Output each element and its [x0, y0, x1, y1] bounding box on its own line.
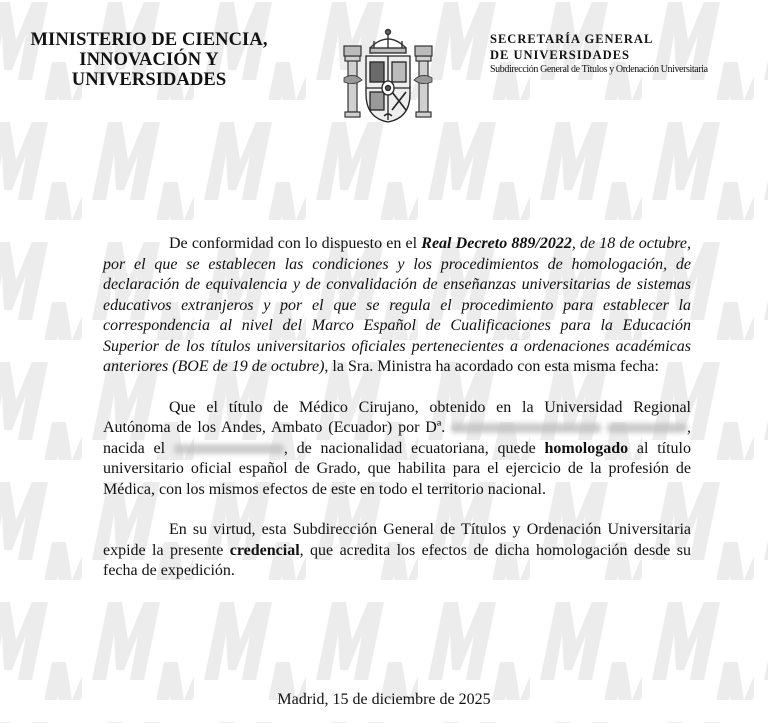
ministry-line-1: MINISTERIO DE CIENCIA,	[30, 30, 268, 50]
p3-text-1: En su virtud, esta Subdirección General de Títulos y Ordenación Universitaria expide la presente	[103, 521, 691, 559]
paragraph-homologation	[103, 398, 691, 501]
p2-text-2: , nacida el	[103, 419, 692, 457]
secretaria-title-line-1: SECRETARÍA GENERAL	[490, 32, 654, 46]
redacted-name-2	[607, 423, 687, 433]
secretaria-title-line-2: DE UNIVERSIDADES	[490, 48, 630, 62]
credential-keyword: credencial	[229, 541, 300, 559]
issue-date: Madrid, 15 de diciembre de 2025	[277, 691, 491, 708]
decree-description: , de 18 de octubre, por el que se establecen las condiciones y los procedimientos de homologación, de declaración de equivalencia y de convalidación de enseñanzas universitarias de sistemas educativos extranjeros y por el que se regula el procedimiento para establecer la correspondencia al nivel del Marco Español de Cualificaciones para la Educación Superior de los títulos universitarios oficiales pertenecientes a ordenaciones académicas anteriores (BOE de 19 de octubre)	[103, 235, 692, 375]
homologated-keyword: homologado	[544, 439, 629, 457]
ministry-line-3: UNIVERSIDADES	[71, 70, 227, 90]
credential-body	[103, 234, 691, 602]
ministry-line-2: INNOVACIÓN Y	[79, 50, 219, 70]
p2-text-3: , de nacionalidad ecuatoriana, quede	[283, 439, 545, 457]
p2-text-1: Que el título de Médico Cirujano, obtenido en la Universidad Regional Autónoma de los Andes, Ambato (Ecuador) por Dª.	[103, 398, 691, 436]
p1-text-3: , la Sra. Ministra ha acordado con esta misma fecha:	[324, 358, 659, 375]
redacted-birthdate	[174, 444, 284, 454]
secretaria-block	[490, 31, 760, 76]
p2-text-4: al título universitario oficial español de Grado, que habilita para el ejercicio de la profesión de Médica, con los mismos efectos de este en todo el territorio nacional.	[103, 439, 691, 498]
subdireccion-name: Subdirección General de Títulos y Ordenación Universitaria	[490, 64, 708, 75]
redacted-name	[451, 423, 601, 433]
paragraph-legal-basis	[103, 234, 691, 378]
paragraph-issuance	[103, 520, 691, 582]
spain-coat-of-arms-icon	[340, 26, 436, 126]
decree-reference: Real Decreto 889/2022	[421, 235, 572, 252]
p1-text-1: De conformidad con lo dispuesto en el	[169, 235, 422, 252]
ministry-name	[24, 30, 274, 90]
p3-text-2: , que acredita los efectos de dicha homologación desde su fecha de expedición.	[103, 541, 691, 579]
